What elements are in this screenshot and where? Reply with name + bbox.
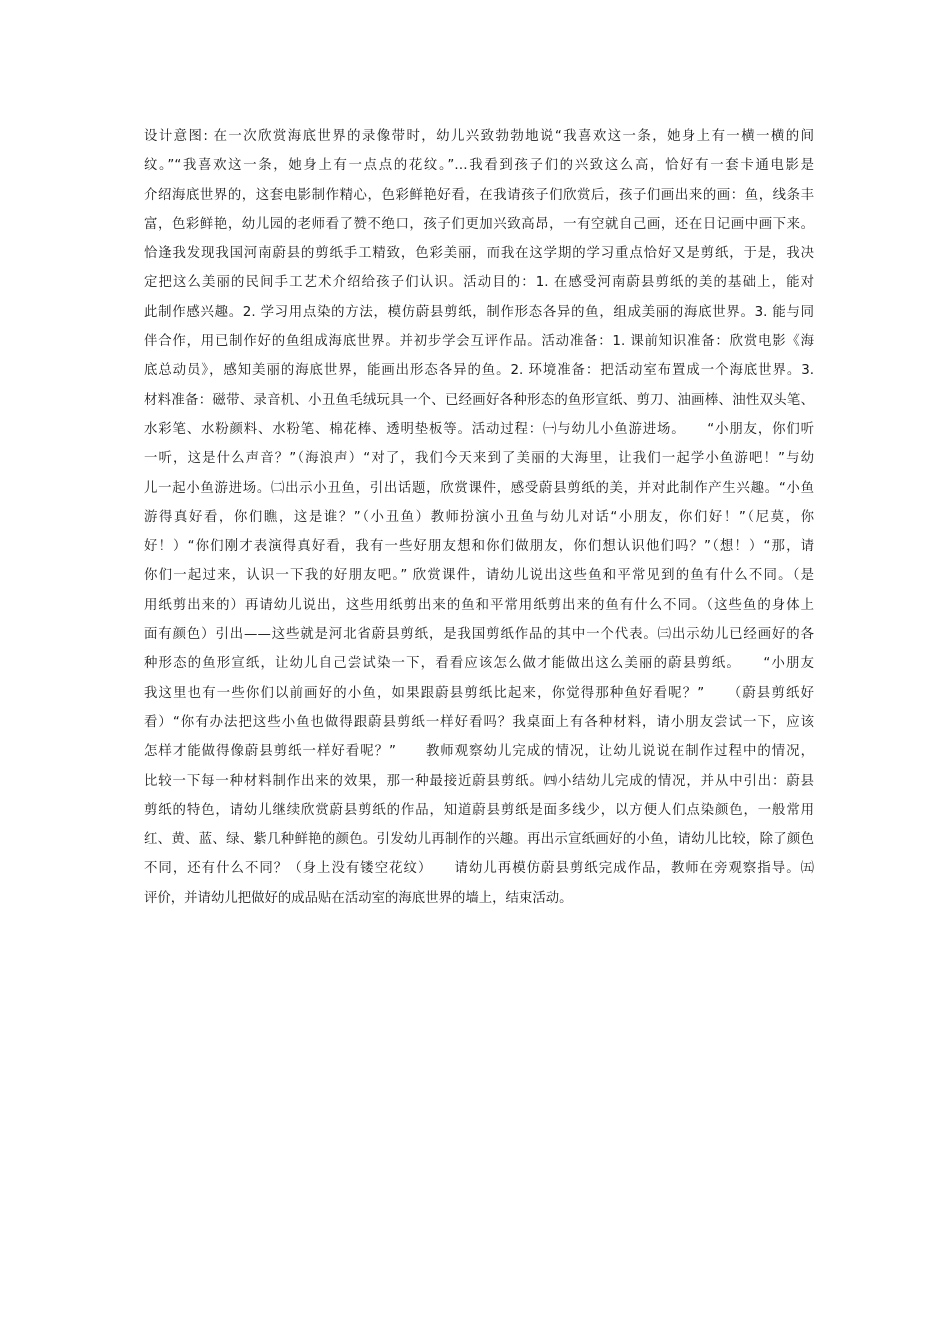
text-line: 伴合作，用已制作好的鱼组成海底世界。并初步学会互评作品。活动准备：1. 课前知识准备：欣赏电影《海	[144, 334, 814, 350]
text-line: 你们一起过来，认识一下我的好朋友吧。” 欣赏课件，请幼儿说出这些鱼和平常见到的鱼有什么不同。（是	[144, 568, 814, 584]
text-line: 游得真好看，你们瞧，这是谁？”（小丑鱼）教师扮演小丑鱼与幼儿对话“小朋友，你们好！”（尼莫，你	[144, 509, 814, 525]
text-line: 怎样才能做得像蔚县剪纸一样好看呢？” 教师观察幼儿完成的情况，让幼儿说说在制作过程中的情况，	[144, 744, 814, 760]
text-line: 材料准备：磁带、录音机、小丑鱼毛绒玩具一个、已经画好各种形态的鱼形宣纸、剪刀、油画棒、油性双头笔、	[144, 392, 814, 408]
text-line: 设计意图: 在一次欣赏海底世界的录像带时，幼儿兴致勃勃地说“我喜欢这一条，她身上有一横一横的间	[144, 129, 814, 144]
text-line: 一听，这是什么声音？”（海浪声）“对了，我们今天来到了美丽的大海里，让我们一起学小鱼游吧！”与幼	[144, 451, 814, 467]
text-line: 水彩笔、水粉颜料、水粉笔、棉花棒、透明垫板等。活动过程：㈠与幼儿小鱼游进场。 “小朋友，你们听	[144, 421, 814, 437]
text-line: 看）“你有办法把这些小鱼也做得跟蔚县剪纸一样好看吗？我桌面上有各种材料，请小朋友尝试一下，应该	[144, 714, 814, 730]
text-line: 儿一起小鱼游进场。㈡出示小丑鱼，引出话题，欣赏课件，感受蔚县剪纸的美，并对此制作产生兴趣。“小鱼	[144, 480, 814, 496]
text-line: 面有颜色）引出——这些就是河北省蔚县剪纸，是我国剪纸作品的其中一个代表。㈢出示幼儿已经画好的各	[144, 627, 814, 643]
text-line: 介绍海底世界的，这套电影制作精心，色彩鲜艳好看，在我请孩子们欣赏后，孩子们画出来的画：鱼，线条丰	[144, 187, 814, 203]
document-body	[144, 122, 814, 913]
text-line: 红、黄、蓝、绿、紫几种鲜艳的颜色。引发幼儿再制作的兴趣。再出示宣纸画好的小鱼，请幼儿比较，除了颜色	[144, 832, 814, 848]
text-line: 用纸剪出来的）再请幼儿说出，这些用纸剪出来的鱼和平常用纸剪出来的鱼有什么不同。（这些鱼的身体上	[144, 597, 814, 613]
text-line: 种形态的鱼形宣纸，让幼儿自己尝试染一下，看看应该怎么做才能做出这么美丽的蔚县剪纸。 “小朋友	[144, 656, 814, 672]
text-line: 评价，并请幼儿把做好的成品贴在活动室的海底世界的墙上，结束活动。	[144, 890, 573, 906]
text-line: 恰逢我发现我国河南蔚县的剪纸手工精致，色彩美丽，而我在这学期的学习重点恰好又是剪纸，于是，我决	[144, 246, 814, 262]
text-line: 此制作感兴趣。2. 学习用点染的方法，模仿蔚县剪纸，制作形态各异的鱼，组成美丽的海底世界。3. 能与同	[144, 304, 814, 320]
text-line: 纹。”“我喜欢这一条，她身上有一点点的花纹。”…我看到孩子们的兴致这么高，恰好有一套卡通电影是	[144, 158, 814, 174]
text-line: 剪纸的特色，请幼儿继续欣赏蔚县剪纸的作品，知道蔚县剪纸是面多线少，以方便人们点染颜色，一般常用	[144, 802, 814, 818]
text-line: 比较一下每一种材料制作出来的效果，那一种最接近蔚县剪纸。㈣小结幼儿完成的情况，并从中引出：蔚县	[144, 773, 814, 789]
text-line: 定把这么美丽的民间手工艺术介绍给孩子们认识。活动目的：1. 在感受河南蔚县剪纸的美的基础上，能对	[144, 275, 814, 291]
text-line: 不同，还有什么不同？（身上没有镂空花纹） 请幼儿再模仿蔚县剪纸完成作品，教师在旁观察指导。㈤	[144, 861, 814, 877]
text-line: 底总动员》，感知美丽的海底世界，能画出形态各异的鱼。2. 环境准备：把活动室布置成一个海底世界。3.	[144, 363, 814, 379]
text-line: 好！）“你们刚才表演得真好看，我有一些好朋友想和你们做朋友，你们想认识他们吗？”（想！）“那，请	[144, 539, 814, 555]
text-line: 富，色彩鲜艳，幼儿园的老师看了赞不绝口，孩子们更加兴致高昂，一有空就自己画，还在日记画中画下来。	[144, 216, 814, 232]
text-line: 我这里也有一些你们以前画好的小鱼，如果跟蔚县剪纸比起来，你觉得那种鱼好看呢？” （蔚县剪纸好	[144, 685, 814, 701]
